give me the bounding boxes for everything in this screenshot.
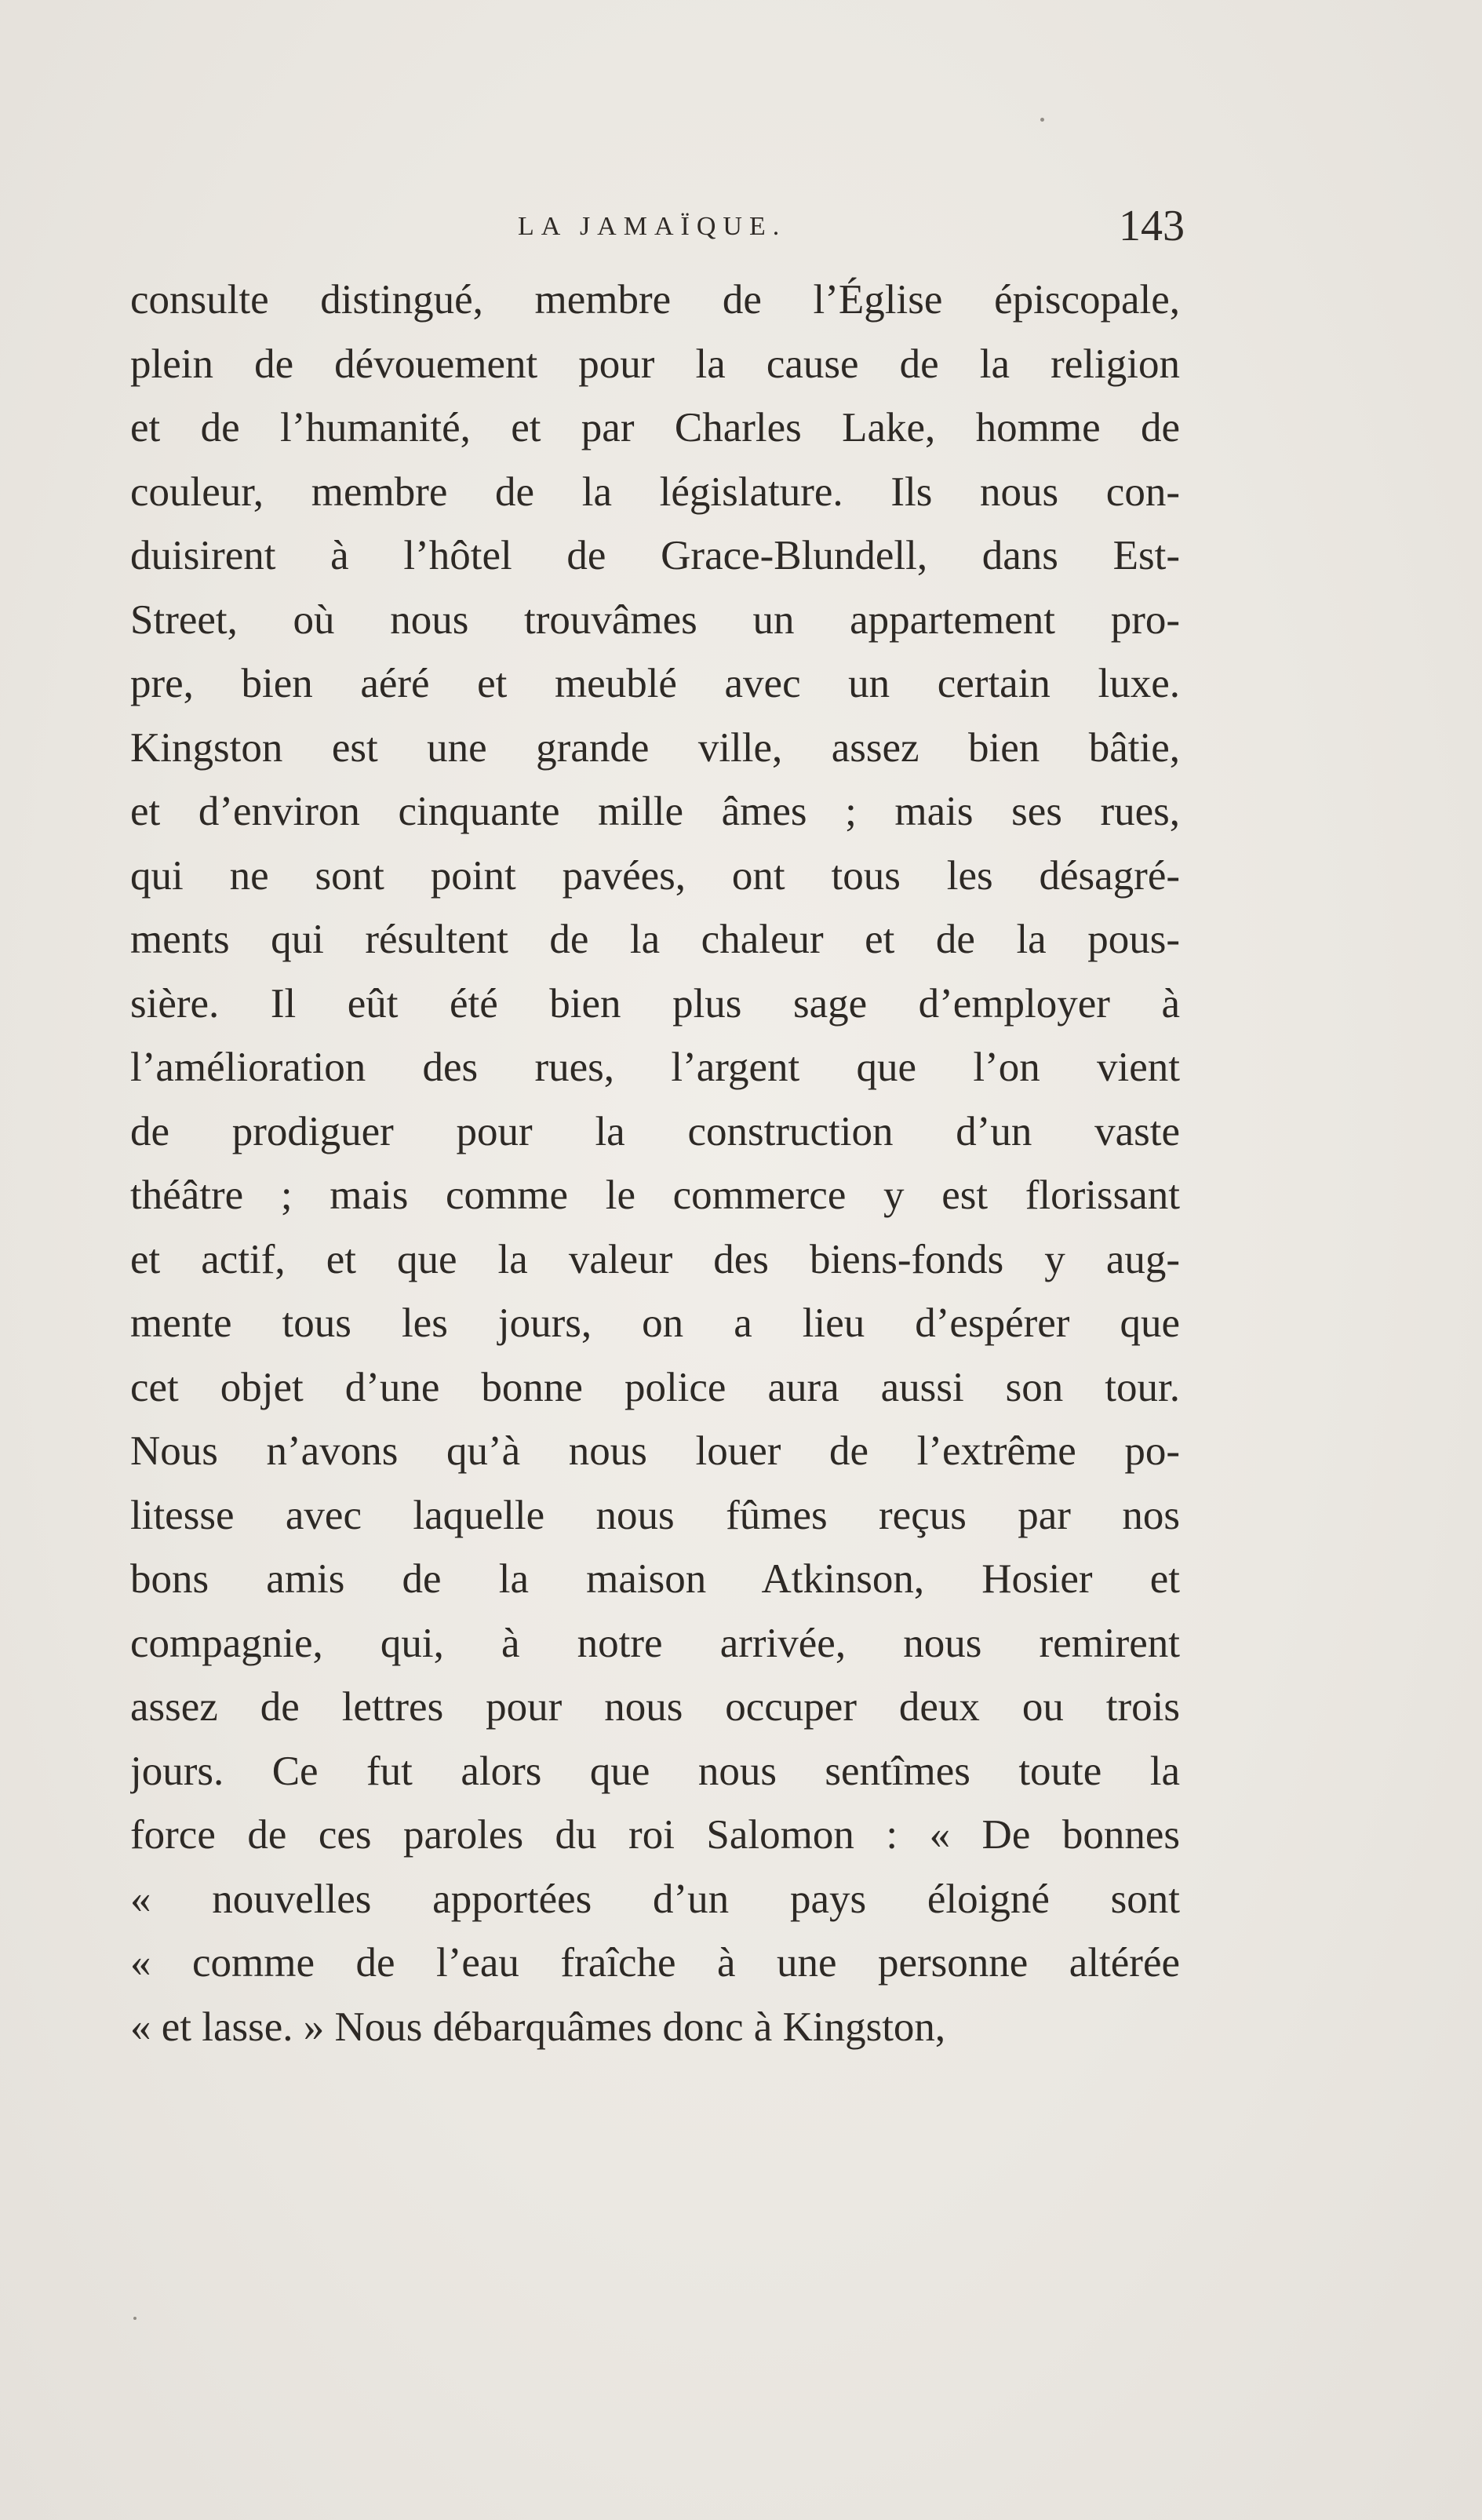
text-line: « comme de l’eau fraîche à une personne altérée	[130, 1940, 1180, 1986]
text-line: ments qui résultent de la chaleur et de la pous-	[130, 917, 1180, 962]
text-line: et de l’humanité, et par Charles Lake, homme de	[130, 405, 1180, 450]
running-head	[133, 202, 1185, 253]
text-line: Kingston est une grande ville, assez bien bâtie,	[130, 724, 1180, 771]
running-title: LA JAMAÏQUE.	[518, 212, 787, 241]
text-line: assez de lettres pour nous occuper deux ou trois	[130, 1684, 1180, 1730]
text-line: sière. Il eût été bien plus sage d’employer à	[130, 980, 1180, 1027]
text-line: et d’environ cinquante mille âmes ; mais ses rues,	[130, 789, 1180, 834]
text-line: théâtre ; mais comme le commerce y est florissant	[130, 1172, 1180, 1218]
text-line: mente tous les jours, on a lieu d’espérer que	[130, 1300, 1180, 1346]
text-line: plein de dévouement pour la cause de la religion	[130, 341, 1180, 387]
text-line: compagnie, qui, à notre arrivée, nous remirent	[130, 1620, 1180, 1666]
text-line: litesse avec laquelle nous fûmes reçus par nos	[130, 1492, 1180, 1538]
page-number: 143	[1119, 202, 1185, 250]
text-line: l’amélioration des rues, l’argent que l’on vient	[130, 1045, 1180, 1090]
paper-speck	[1040, 118, 1044, 122]
text-line: jours. Ce fut alors que nous sentîmes toute la	[130, 1748, 1180, 1794]
text-line: qui ne sont point pavées, ont tous les désagré-	[130, 852, 1180, 899]
text-line: Street, où nous trouvâmes un appartement pro-	[130, 596, 1180, 643]
text-line: « nouvelles apportées d’un pays éloigné sont	[130, 1876, 1180, 1922]
text-line: cet objet d’une bonne police aura aussi son tour.	[130, 1364, 1180, 1410]
text-line: Nous n’avons qu’à nous louer de l’extrême po-	[130, 1428, 1180, 1474]
text-line: force de ces paroles du roi Salomon : « De bonnes	[130, 1812, 1180, 1858]
text-line: pre, bien aéré et meublé avec un certain luxe.	[130, 661, 1180, 706]
text-line: consulte distingué, membre de l’Église épiscopale,	[130, 277, 1180, 323]
text-line: duisirent à l’hôtel de Grace-Blundell, dans Est-	[130, 533, 1180, 578]
text-line: et actif, et que la valeur des biens-fonds y aug-	[130, 1236, 1180, 1282]
text-line: de prodiguer pour la construction d’un vaste	[130, 1108, 1180, 1154]
body-text	[130, 268, 1180, 2059]
text-line: couleur, membre de la législature. Ils nous con-	[130, 469, 1180, 515]
paper-speck	[133, 2317, 137, 2320]
text-line: « et lasse. » Nous débarquâmes donc à Kingston,	[130, 2004, 946, 2050]
text-line: bons amis de la maison Atkinson, Hosier et	[130, 1556, 1180, 1602]
